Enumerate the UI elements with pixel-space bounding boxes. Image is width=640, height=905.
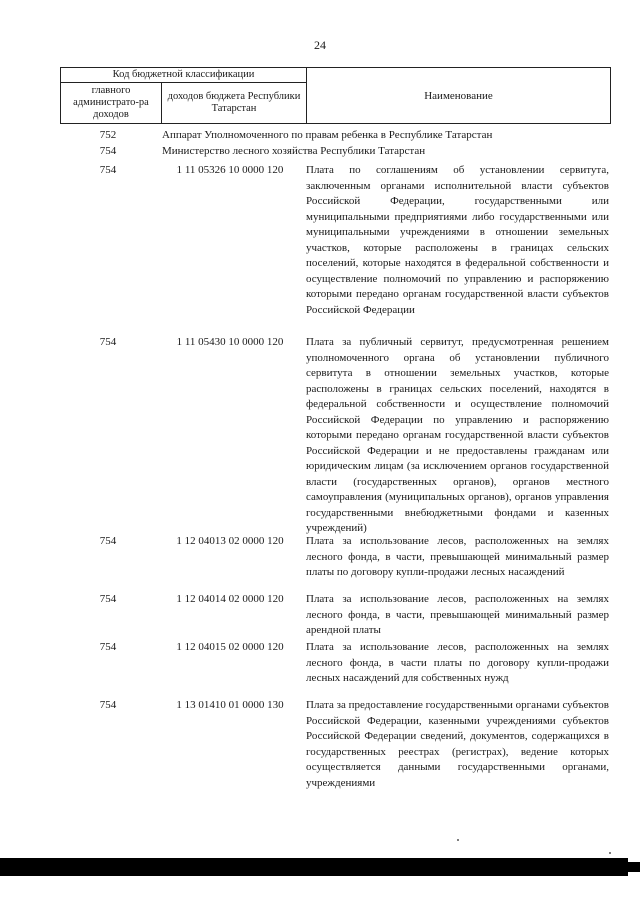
kbk-code: 1 12 04015 02 0000 120: [176, 641, 284, 653]
scan-bottom-border: [0, 858, 628, 876]
kbk-code: 1 11 05326 10 0000 120: [176, 164, 284, 176]
row-name: Плата за использование лесов, расположенных на землях лесного фонда, в части, превышающей минимальный размер арендной платы: [306, 593, 609, 636]
page-number: 24: [314, 38, 326, 52]
row-name: Плата за предоставление государственными органами субъектов Российской Федерации, казенными учреждениями субъектов Российской Федерации сведений, документов, содержащихся в государственных реестрах (регистрах), ведение которых осуществляется данными государственными органами, учреждениями: [306, 699, 609, 789]
kbk-code: 1 12 04013 02 0000 120: [176, 535, 284, 547]
row-name: Плата за публичный сервитут, предусмотренная решением уполномоченного органа об установлении публичного сервитута в отношении земельных участков, которые расположены в границах сельских поселений, находятся в федеральной собственности и осуществление полномочий Российской Федерации по управлению и распоряжению которыми передано органам государственной власти субъектов Российской Федерации и не предоставлены гражданам или юридическим лицам (за исключением органов государственной власти (государственных органов), органов местного самоуправления (муниципальных органов), органов управления государственными внебюджетными фондами и казенных учреждений): [306, 336, 609, 534]
row-name: Плата по соглашениям об установлении сервитута, заключенным органами исполнительной власти субъектов Российской Федерации, государственными или муниципальными предприятиями либо государственными или муниципальными учреждениями в отношении земельных участков, которые расположены в границах сельских поселений, которые находятся в федеральной собственности и осуществление полномочий по управлению и распоряжению которыми передано органам государственной власти субъектов Российской Федерации: [306, 164, 609, 316]
group-code: 754: [99, 145, 117, 157]
admin-code: 754: [99, 593, 117, 605]
row-name: Плата за использование лесов, расположенных на землях лесного фонда, в части, превышающей минимальный размер платы по договору купли-продажи лесных насаждений: [306, 535, 609, 578]
admin-code: 754: [99, 699, 117, 711]
group-row-752: [60, 128, 611, 144]
kbk-code: 1 11 05430 10 0000 120: [176, 336, 284, 348]
header-income: доходов бюджета Республики Татарстан: [162, 83, 307, 124]
scan-speck: [457, 839, 459, 841]
admin-code: 754: [99, 641, 117, 653]
kbk-code: 1 13 01410 01 0000 130: [176, 699, 284, 711]
header-table: [60, 67, 611, 124]
admin-code: 754: [99, 336, 117, 348]
group-title: Министерство лесного хозяйства Республики Татарстан: [162, 145, 426, 157]
header-admin: главного администрато-ра доходов: [61, 83, 162, 124]
header-code-group: Код бюджетной классификации: [61, 68, 307, 83]
kbk-code: 1 12 04014 02 0000 120: [176, 593, 284, 605]
admin-code: 754: [99, 535, 117, 547]
group-row-754: [60, 144, 611, 160]
scan-edge-mark: [628, 862, 640, 872]
group-title: Аппарат Уполномоченного по правам ребенка в Республике Татарстан: [162, 129, 493, 141]
admin-code: 754: [99, 164, 117, 176]
row-name: Плата за использование лесов, расположенных на землях лесного фонда, в части платы по договору купли-продажи лесных насаждений для собственных нужд: [306, 641, 609, 684]
scan-speck: [609, 852, 611, 854]
group-code: 752: [99, 129, 117, 141]
header-name: Наименование: [307, 68, 611, 124]
